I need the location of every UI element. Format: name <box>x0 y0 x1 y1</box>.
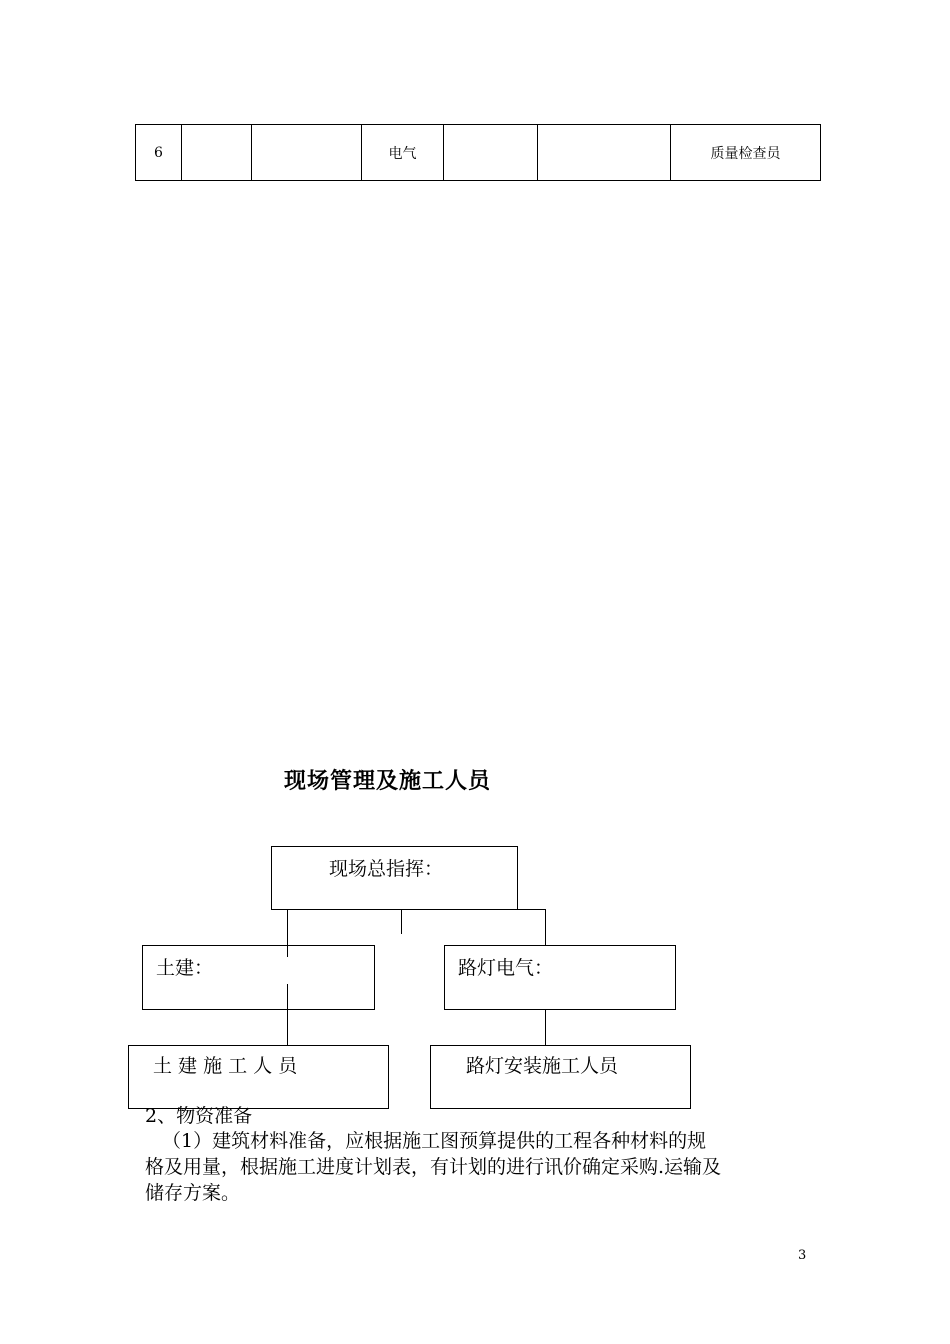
paragraph-line: 储存方案。 <box>145 1182 241 1204</box>
org-box-right-mid <box>444 945 676 1010</box>
org-box-left-bottom-label: 土 建 施 工 人 员 <box>153 1055 298 1077</box>
page-number: 3 <box>798 1248 807 1263</box>
paragraph-line: （1）建筑材料准备，应根据施工图预算提供的工程各种材料的规 <box>162 1130 707 1152</box>
connector-line <box>545 909 546 946</box>
org-box-left-mid <box>142 945 375 1010</box>
org-box-left-bottom <box>128 1045 389 1109</box>
table-cell <box>252 125 362 181</box>
section-heading: 2、物资准备 <box>145 1105 253 1127</box>
org-box-right-bottom <box>430 1045 691 1109</box>
org-box-right-bottom-label: 路灯安装施工人员 <box>466 1055 619 1077</box>
org-chart-title: 现场管理及施工人员 <box>284 768 492 794</box>
table-cell <box>444 125 538 181</box>
table-cell-specialty: 电气 <box>362 125 444 181</box>
staff-table <box>135 124 821 181</box>
table-cell-role: 质量检查员 <box>671 125 821 181</box>
connector-line <box>545 1009 546 1046</box>
table-cell-no: 6 <box>136 125 182 181</box>
table-cell <box>538 125 671 181</box>
org-box-left-mid-label: 土建： <box>156 957 214 979</box>
org-box-right-mid-label: 路灯电气： <box>458 957 554 979</box>
org-box-top <box>271 846 518 910</box>
table-cell <box>182 125 252 181</box>
org-box-top-label: 现场总指挥： <box>329 858 444 880</box>
paragraph-line: 格及用量，根据施工进度计划表，有计划的进行讯价确定采购.运输及 <box>145 1156 722 1178</box>
table-row <box>136 125 821 181</box>
connector-line <box>401 909 402 934</box>
